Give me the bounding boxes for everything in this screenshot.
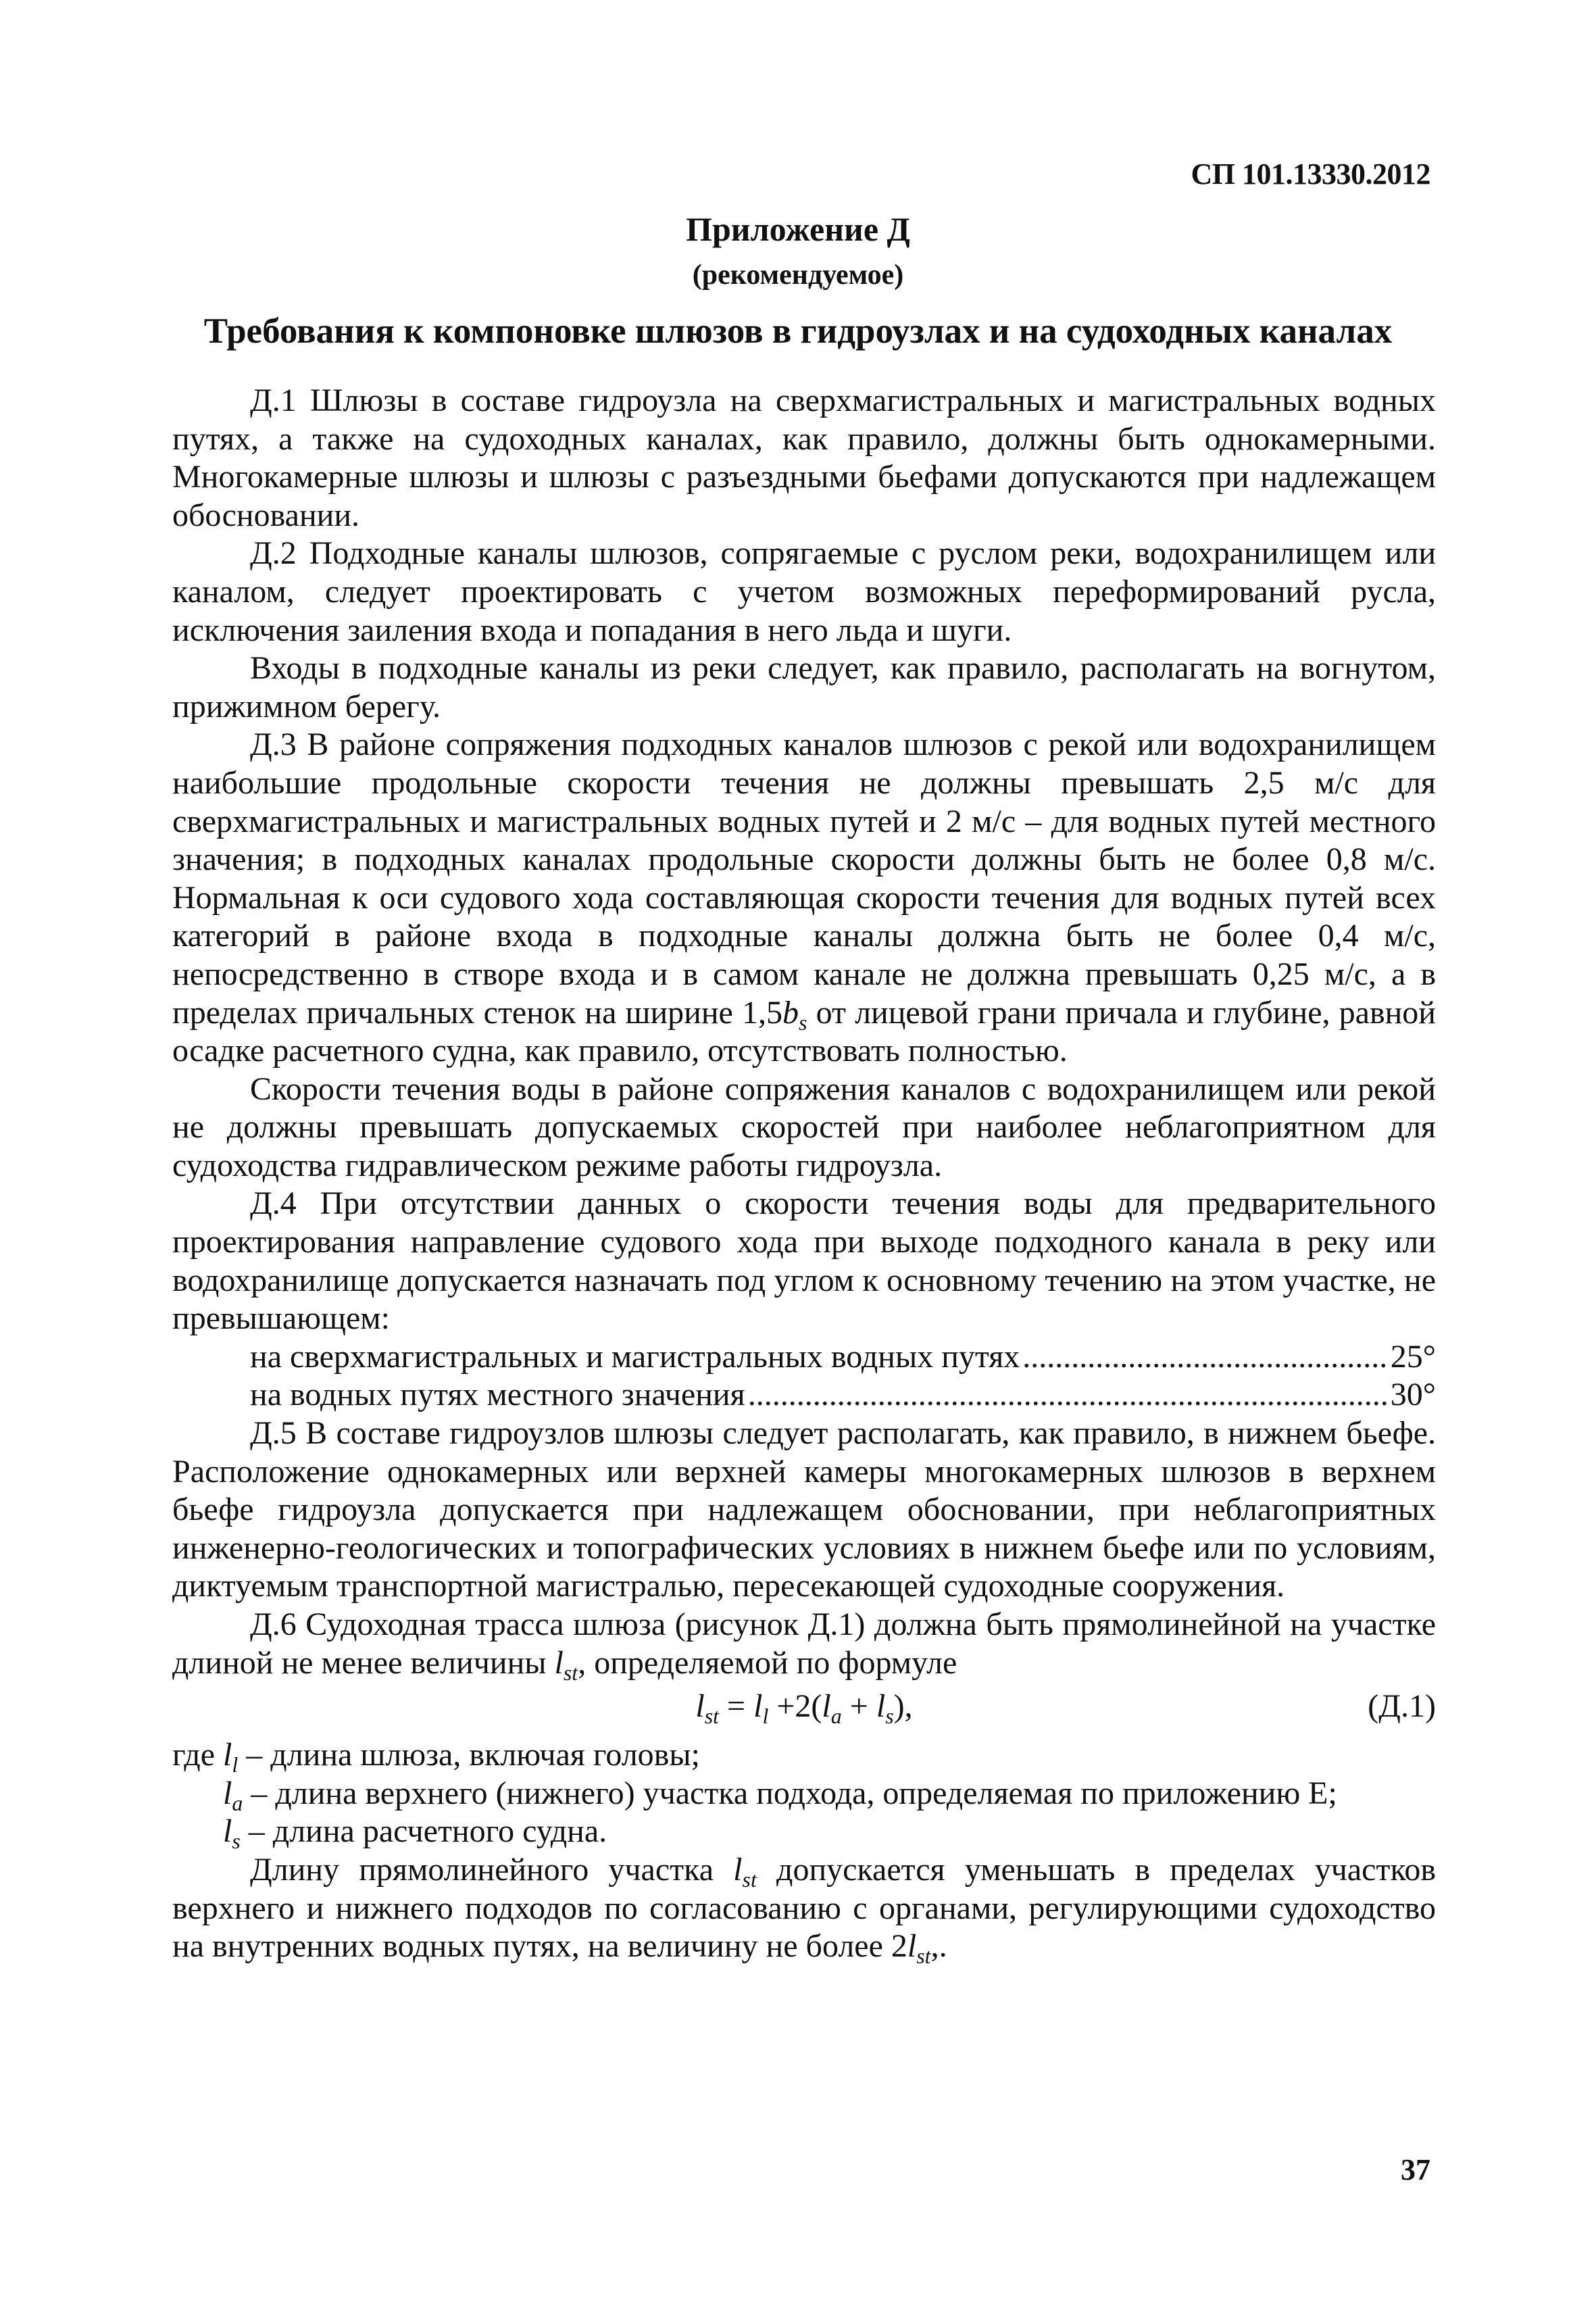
d3-text-start: Д.3 В районе сопряжения подходных каналов шлюзов с рекой или водохранилищем наибольшие продольные скорости течения не должны превышать 2,5 м/с для сверхмагистральных и магистральных водных путей и 2 м/с – для водных путей местного значения; в подходных каналах продольные скорости должны быть не более 0,8 м/с. Нормальная к оси судового хода составляющая скорости течения для водных путей всех категорий в районе входа в подходные каналы должна быть не более 0,4 м/с, непосредственно в створе входа и в самом канале не должна превышать 0,25 м/с, а в пределах причальных стенок на ширине 1,5 bbox=[172, 727, 1436, 1031]
page-number: 37 bbox=[1401, 2153, 1430, 2186]
formula-d1 bbox=[172, 1682, 1436, 1736]
paragraph-d6 bbox=[172, 1606, 1436, 1685]
angle-row-value: 30° bbox=[1390, 1377, 1436, 1413]
paragraph-d3-velocities: Скорости течения воды в районе сопряжения каналов с водохранилищем или рекой не должны превышать допускаемых скоростей при наиболее неблагоприятном для судоходства гидравлическом режиме работы гидроузла. bbox=[172, 1070, 1436, 1183]
var-l: l bbox=[223, 1775, 232, 1811]
d3-text-end: от лицевой грани причала и глубине, равной осадке расчетного судна, как правило, отсутствовать полностью. bbox=[172, 994, 1436, 1069]
var-l: l bbox=[753, 1688, 763, 1725]
var-b: b bbox=[782, 994, 799, 1031]
sub-s: s bbox=[885, 1704, 894, 1729]
closing-paren: ), bbox=[893, 1688, 913, 1725]
definition-text: – длина верхнего (нижнего) участка подхода, определяемая по приложению Е; bbox=[243, 1775, 1337, 1811]
angle-row-label: на водных путях местного значения bbox=[250, 1377, 745, 1413]
d6-text-start: Д.6 Судоходная трасса шлюза (рисунок Д.1) должна быть прямолинейной на участке длиной не менее величины bbox=[172, 1606, 1436, 1681]
appendix-heading: Требования к компоновке шлюзов в гидроузлах и на судоходных каналах bbox=[203, 312, 1393, 351]
paragraph-d2-entries: Входы в подходные каналы из реки следует, как правило, располагать на вогнутом, прижимном берегу. bbox=[172, 650, 1436, 724]
d6-text-end: , определяемой по формуле bbox=[578, 1644, 957, 1681]
sub-l: l bbox=[232, 1752, 239, 1777]
paragraph-d1: Д.1 Шлюзы в составе гидроузла на сверхмагистральных и магистральных водных путях, а также на судоходных каналах, как правило, должны быть однокамерными. Многокамерные шлюзы и шлюзы с разъездными бьефами допускаются при надлежащем обосновании. bbox=[172, 383, 1436, 533]
sub-a: a bbox=[830, 1704, 842, 1729]
var-l: l bbox=[733, 1851, 743, 1888]
var-l: l bbox=[822, 1688, 831, 1725]
sub-l: l bbox=[762, 1704, 769, 1729]
paragraph-d5: Д.5 В составе гидроузлов шлюзы следует располагать, как правило, в нижнем бьефе. Расположение однокамерных или верхней камеры многокамерных шлюзов в верхнем бьефе гидроузла допускается при надлежащем обосновании, при неблагоприятных инженерно-геологических и топографических условиях в нижнем бьефе или по условиям, диктуемым транспортной магистралью, пересекающей судоходные сооружения. bbox=[172, 1415, 1436, 1604]
dot-leader bbox=[1022, 1338, 1388, 1377]
last-text-start: Длину прямолинейного участка bbox=[250, 1851, 734, 1888]
definition-text: – длина шлюза, включая головы; bbox=[238, 1737, 700, 1773]
last-text-mid: допускается уменьшать в пределах участков верхнего и нижнего подходов по согласованию с органами, регулирующими судоходство на внутренних водных путях, на величину не более 2 bbox=[172, 1851, 1436, 1965]
document-body bbox=[172, 382, 1436, 1969]
paragraph-d2: Д.2 Подходные каналы шлюзов, сопрягаемые с руслом реки, водохранилищем или каналом, следует проектировать с учетом возможных переформирований русла, исключения заиления входа и попадания в него льда и шуги. bbox=[172, 535, 1436, 648]
var-l: l bbox=[876, 1688, 886, 1725]
sub-st: st bbox=[704, 1704, 720, 1729]
definition-ls bbox=[172, 1813, 1436, 1854]
definition-text: – длина расчетного судна. bbox=[240, 1813, 607, 1850]
sub-s: s bbox=[798, 1010, 807, 1035]
paragraph-d4: Д.4 При отсутствии данных о скорости течения воды для предварительного проектирования направление судового хода при выходе подходного канала в реку или водохранилище допускается назначать под углом к основному течению на этом участке, не превышающем: bbox=[172, 1185, 1436, 1337]
angle-row-label: на сверхмагистральных и магистральных водных путях bbox=[250, 1338, 1020, 1375]
definition-la bbox=[172, 1775, 1436, 1813]
var-l: l bbox=[907, 1928, 917, 1965]
angle-row-local-waterways bbox=[172, 1376, 1436, 1414]
document-code: СП 101.13330.2012 bbox=[1191, 157, 1430, 191]
angle-row-main-waterways bbox=[172, 1338, 1436, 1377]
plus-two: +2( bbox=[768, 1688, 822, 1725]
sub-s: s bbox=[232, 1829, 241, 1854]
formula-expression bbox=[172, 1688, 1436, 1729]
where-prefix: где bbox=[172, 1737, 224, 1773]
sub-st: st bbox=[742, 1867, 757, 1892]
last-text-end: ,. bbox=[930, 1928, 947, 1965]
definition-ll bbox=[172, 1736, 1436, 1775]
angle-row-value: 25° bbox=[1390, 1338, 1436, 1375]
appendix-status: (рекомендуемое) bbox=[692, 260, 904, 291]
sub-st: st bbox=[916, 1944, 931, 1969]
sub-st: st bbox=[563, 1660, 578, 1685]
dot-leader bbox=[748, 1376, 1388, 1414]
var-l: l bbox=[695, 1688, 705, 1725]
paragraph-d3 bbox=[172, 726, 1436, 1070]
sub-a: a bbox=[232, 1790, 243, 1815]
formula-number: (Д.1) bbox=[1368, 1688, 1436, 1725]
equals-sign: = bbox=[719, 1688, 754, 1725]
var-l: l bbox=[223, 1737, 232, 1773]
plus-sign: + bbox=[841, 1688, 876, 1725]
formula-definitions bbox=[172, 1736, 1436, 1854]
var-l: l bbox=[223, 1813, 232, 1850]
appendix-title: Приложение Д bbox=[686, 210, 910, 248]
var-l: l bbox=[554, 1644, 564, 1681]
paragraph-d6-reduction bbox=[172, 1851, 1436, 1969]
